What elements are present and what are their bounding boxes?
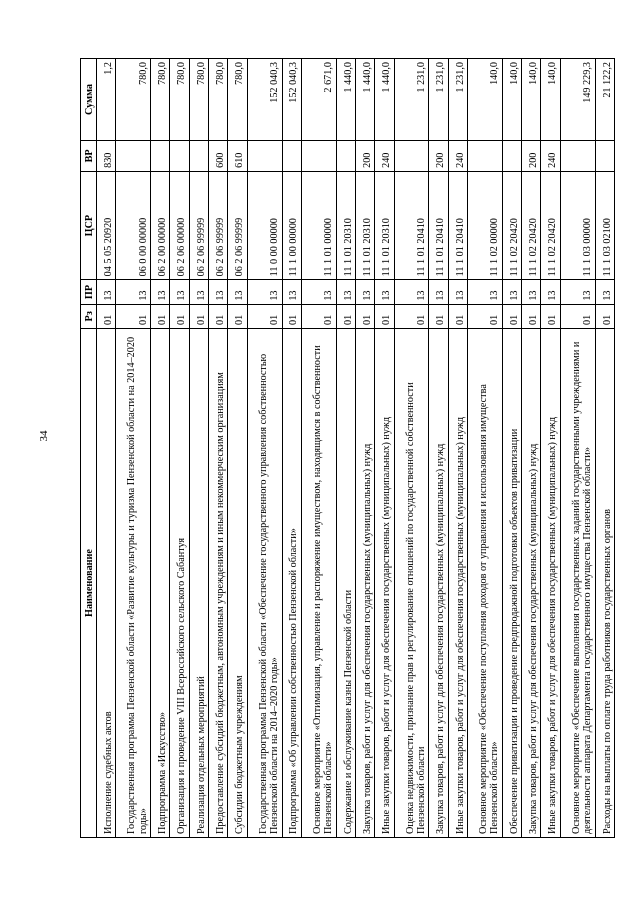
- row-sum: 1 440,0: [336, 59, 355, 141]
- row-rz: 01: [560, 304, 595, 328]
- row-pr: 13: [595, 280, 614, 304]
- row-csr: 11 1 00 00000: [282, 171, 301, 279]
- row-pr: 13: [522, 280, 541, 304]
- row-csr: 06 2 00 00000: [151, 171, 170, 279]
- row-csr: 11 1 01 00000: [301, 171, 336, 279]
- row-vr: 200: [522, 140, 541, 171]
- row-rz: 01: [522, 304, 541, 328]
- row-pr: 13: [541, 280, 560, 304]
- row-sum: 140,0: [502, 59, 521, 141]
- table-row: [228, 59, 247, 838]
- row-rz: 01: [468, 304, 503, 328]
- row-name: Подпрограмма «Искусство»: [151, 329, 170, 838]
- row-pr: 13: [228, 280, 247, 304]
- row-pr: 13: [170, 280, 189, 304]
- row-vr: [502, 140, 521, 171]
- row-pr: 13: [189, 280, 208, 304]
- header-rz: Рз: [81, 304, 97, 328]
- header-pr: ПР: [81, 280, 97, 304]
- table-row: [468, 59, 503, 838]
- row-csr: 06 0 00 00000: [116, 171, 151, 279]
- row-vr: 240: [375, 140, 394, 171]
- row-rz: 01: [355, 304, 374, 328]
- row-name: Основное мероприятие «Обеспечение поступления доходов от управления и использования имущества Пензенской области»: [468, 329, 503, 838]
- row-vr: 600: [209, 140, 228, 171]
- row-vr: 200: [429, 140, 448, 171]
- table-row: [355, 59, 374, 838]
- row-csr: 06 2 06 99999: [228, 171, 247, 279]
- row-rz: 01: [375, 304, 394, 328]
- page-number: 34: [38, 430, 50, 442]
- table-body: [97, 59, 615, 838]
- table-row: [502, 59, 521, 838]
- row-rz: 01: [448, 304, 467, 328]
- row-sum: 780,0: [151, 59, 170, 141]
- table-row: [116, 59, 151, 838]
- table-row: [541, 59, 560, 838]
- table-row: [394, 59, 429, 838]
- row-vr: [595, 140, 614, 171]
- row-rz: 01: [97, 304, 116, 328]
- table-row: [282, 59, 301, 838]
- row-csr: 11 1 03 00000: [560, 171, 595, 279]
- row-sum: 140,0: [541, 59, 560, 141]
- table-row: [448, 59, 467, 838]
- row-sum: 1 231,0: [429, 59, 448, 141]
- row-vr: [170, 140, 189, 171]
- row-pr: 13: [282, 280, 301, 304]
- row-name: Содержание и обслуживание казны Пензенской области: [336, 329, 355, 838]
- header-row: [81, 59, 97, 838]
- table-row: [170, 59, 189, 838]
- row-sum: 1 440,0: [375, 59, 394, 141]
- row-rz: 01: [151, 304, 170, 328]
- row-name: Основное мероприятие «Обеспечение выполнения государственных заданий государственными учреждениями и деятельности аппарата Департамента государственного имущества Пензенской области»: [560, 329, 595, 838]
- row-name: Организация и проведение VIII Всероссийского сельского Сабантуя: [170, 329, 189, 838]
- budget-table: [80, 58, 615, 838]
- row-sum: 780,0: [189, 59, 208, 141]
- row-pr: 13: [429, 280, 448, 304]
- row-pr: 13: [502, 280, 521, 304]
- table-row: [151, 59, 170, 838]
- row-csr: 11 1 01 20410: [448, 171, 467, 279]
- row-vr: [116, 140, 151, 171]
- row-pr: 13: [394, 280, 429, 304]
- table-row: [209, 59, 228, 838]
- row-vr: 200: [355, 140, 374, 171]
- row-pr: 13: [560, 280, 595, 304]
- table-row: [595, 59, 614, 838]
- row-rz: 01: [336, 304, 355, 328]
- row-csr: 06 2 06 99999: [189, 171, 208, 279]
- row-sum: 152 040,3: [282, 59, 301, 141]
- row-name: Закупка товаров, работ и услуг для обеспечения государственных (муниципальных) нужд: [522, 329, 541, 838]
- row-rz: 01: [228, 304, 247, 328]
- row-pr: 13: [151, 280, 170, 304]
- row-csr: 11 1 01 20310: [375, 171, 394, 279]
- row-sum: 140,0: [522, 59, 541, 141]
- row-name: Иные закупки товаров, работ и услуг для обеспечения государственных (муниципальных) нужд: [448, 329, 467, 838]
- row-vr: 610: [228, 140, 247, 171]
- table-header: [81, 59, 97, 838]
- row-sum: 780,0: [170, 59, 189, 141]
- table-row: [560, 59, 595, 838]
- header-vr: ВР: [81, 140, 97, 171]
- row-vr: 240: [541, 140, 560, 171]
- row-sum: 1 231,0: [394, 59, 429, 141]
- rotated-table-frame: [80, 58, 615, 838]
- row-name: Предоставление субсидий бюджетным, автономным учреждениям и иным некоммерческим организациям: [209, 329, 228, 838]
- row-pr: 13: [247, 280, 282, 304]
- row-vr: [560, 140, 595, 171]
- header-sum: Сумма: [81, 59, 97, 141]
- row-rz: 01: [170, 304, 189, 328]
- row-sum: 140,0: [468, 59, 503, 141]
- row-vr: [468, 140, 503, 171]
- row-rz: 01: [541, 304, 560, 328]
- row-name: Реализация отдельных мероприятий: [189, 329, 208, 838]
- row-pr: 13: [301, 280, 336, 304]
- row-sum: 1 440,0: [355, 59, 374, 141]
- row-pr: 13: [375, 280, 394, 304]
- row-vr: [189, 140, 208, 171]
- row-csr: 11 1 01 20310: [355, 171, 374, 279]
- table-row: [522, 59, 541, 838]
- row-vr: [301, 140, 336, 171]
- row-vr: [394, 140, 429, 171]
- row-pr: 13: [448, 280, 467, 304]
- row-sum: 149 229,3: [560, 59, 595, 141]
- row-name: Иные закупки товаров, работ и услуг для обеспечения государственных (муниципальных) нужд: [375, 329, 394, 838]
- row-csr: 11 1 02 00000: [468, 171, 503, 279]
- row-pr: 13: [336, 280, 355, 304]
- row-name: Расходы на выплаты по оплате труда работников государственных органов: [595, 329, 614, 838]
- row-vr: 830: [97, 140, 116, 171]
- row-csr: 11 1 01 20410: [429, 171, 448, 279]
- row-rz: 01: [189, 304, 208, 328]
- table-row: [247, 59, 282, 838]
- row-rz: 01: [116, 304, 151, 328]
- row-name: Исполнение судебных актов: [97, 329, 116, 838]
- row-csr: 11 1 01 20310: [336, 171, 355, 279]
- table-row: [301, 59, 336, 838]
- row-rz: 01: [502, 304, 521, 328]
- row-csr: 06 2 06 00000: [170, 171, 189, 279]
- row-csr: 11 1 03 02100: [595, 171, 614, 279]
- row-name: Основное мероприятие «Оптимизация, управление и распоряжение имуществом, находящимся в собственности Пензенской области»: [301, 329, 336, 838]
- row-sum: 2 671,0: [301, 59, 336, 141]
- table-row: [375, 59, 394, 838]
- table-row: [429, 59, 448, 838]
- row-csr: 11 1 02 20420: [541, 171, 560, 279]
- row-rz: 01: [247, 304, 282, 328]
- row-vr: [151, 140, 170, 171]
- row-pr: 13: [116, 280, 151, 304]
- row-pr: 13: [468, 280, 503, 304]
- header-csr: ЦСР: [81, 171, 97, 279]
- row-name: Подпрограмма «Об управлении собственностью Пензенской области»: [282, 329, 301, 838]
- row-vr: [282, 140, 301, 171]
- table-row: [97, 59, 116, 838]
- row-pr: 13: [97, 280, 116, 304]
- table-row: [189, 59, 208, 838]
- row-name: Закупка товаров, работ и услуг для обеспечения государственных (муниципальных) нужд: [429, 329, 448, 838]
- row-name: Оценка недвижимости, признание прав и регулирование отношений по государственной собственности Пензенской области: [394, 329, 429, 838]
- row-name: Государственная программа Пензенской области «Развитие культуры и туризма Пензенской области на 2014–2020 годы»: [116, 329, 151, 838]
- row-sum: 780,0: [228, 59, 247, 141]
- row-csr: 11 1 01 20410: [394, 171, 429, 279]
- row-name: Обеспечение приватизации и проведение предпродажной подготовки объектов приватизации: [502, 329, 521, 838]
- table-row: [336, 59, 355, 838]
- row-vr: [336, 140, 355, 171]
- row-sum: 152 040,3: [247, 59, 282, 141]
- row-rz: 01: [394, 304, 429, 328]
- row-rz: 01: [429, 304, 448, 328]
- header-name: Наименование: [81, 329, 97, 838]
- row-csr: 11 1 02 20420: [522, 171, 541, 279]
- row-sum: 1 231,0: [448, 59, 467, 141]
- row-rz: 01: [209, 304, 228, 328]
- row-rz: 01: [301, 304, 336, 328]
- budget-table-container: [80, 58, 615, 838]
- row-name: Субсидии бюджетным учреждениям: [228, 329, 247, 838]
- row-pr: 13: [355, 280, 374, 304]
- row-name: Иные закупки товаров, работ и услуг для обеспечения государственных (муниципальных) нужд: [541, 329, 560, 838]
- row-name: Закупка товаров, работ и услуг для обеспечения государственных (муниципальных) нужд: [355, 329, 374, 838]
- row-pr: 13: [209, 280, 228, 304]
- row-csr: 11 1 02 20420: [502, 171, 521, 279]
- row-sum: 21 122,2: [595, 59, 614, 141]
- row-vr: 240: [448, 140, 467, 171]
- row-csr: 04 5 05 20920: [97, 171, 116, 279]
- row-sum: 780,0: [209, 59, 228, 141]
- row-sum: 1,2: [97, 59, 116, 141]
- row-sum: 780,0: [116, 59, 151, 141]
- row-csr: 11 0 00 00000: [247, 171, 282, 279]
- row-name: Государственная программа Пензенской области «Обеспечение государственного управления собственностью Пензенской области на 2014–2020 годы»: [247, 329, 282, 838]
- row-csr: 06 2 06 99999: [209, 171, 228, 279]
- row-vr: [247, 140, 282, 171]
- row-rz: 01: [595, 304, 614, 328]
- row-rz: 01: [282, 304, 301, 328]
